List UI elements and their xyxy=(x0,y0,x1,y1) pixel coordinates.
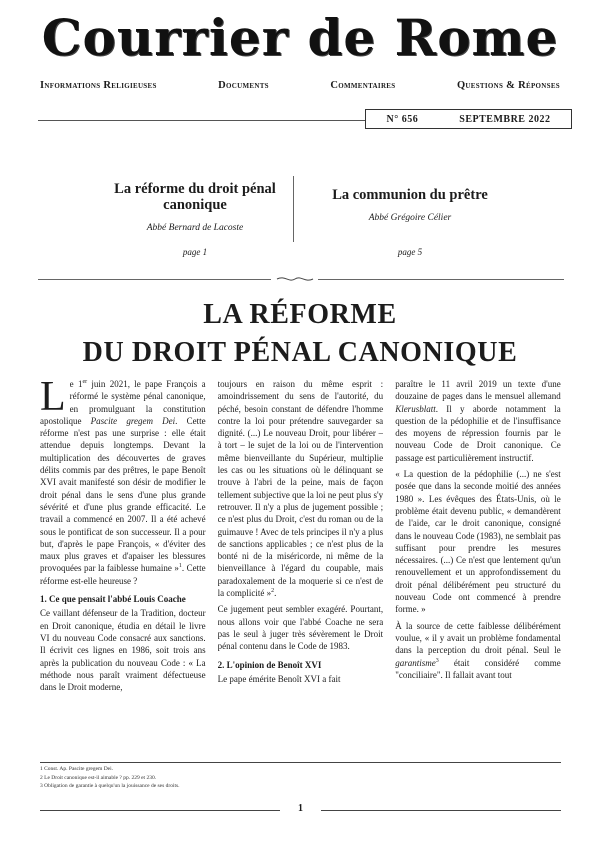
toc-entry-left[interactable] xyxy=(100,181,290,257)
header-rule xyxy=(38,120,365,121)
emphasis: Pascite gregem Dei xyxy=(90,415,176,426)
nav-item-commentaires[interactable]: Commentaires xyxy=(330,80,396,91)
text-run: . Il y aborde notamment la question de la pédophilie et de l'insuffisance des moyens de répression fournis par le nouveau Code de Droit canonique. Ce passage est particulièrement instructif. xyxy=(395,403,561,463)
issue-box xyxy=(365,109,572,129)
footnotes xyxy=(40,765,561,791)
nav-item-documents[interactable]: Documents xyxy=(218,80,269,91)
footnote: 2 Le Droit canonique est-il aimable ? pp. 229 et 230. xyxy=(40,774,157,781)
article-paragraph: « La question de la pédophilie (...) ne s'est posée que dans la seconde moitié des années 1980 ». Les évêques des États-Unis, où le problème était devenu public, « demandèrent de l'aide, car le droit canonique, consigné dans le nouveau Code (1983), ne semblait pas suffisant pour prendre les mesures nécessaires. (...) Ce n'est que lentement qu'un renouvellement et un approfondissement du droit pénal délibérément peu structuré du nouveau Code ont commencé à prendre forme. » xyxy=(395,469,561,615)
nav-item-informations[interactable]: Informations Religieuses xyxy=(40,80,157,91)
footnote-rule xyxy=(40,762,561,763)
toc-entry-right[interactable] xyxy=(305,187,515,257)
text-run: toujours en raison du même esprit : amoindrissement du sens de l'autorité, du péché, besoin constant de défendre l'homme contre la loi pour prétendre sauvegarder sa dignité. (...) Le nouveau Droit, pour libérer – à tort – le sujet de la loi ou de l'intervention même bienveillante du Supérieur, multiplie les cas ou les situations où le délinquant se trouve à l'abri de la peine, mais de façon tellement subjective que la loi ne peut plus s'y retrouver. Il n'y a plus de jugement possible ; ce n'est plus du Droit, c'est du roman ou de la guimauve ! Avec de tels principes il n'y a plus de sanctions applicables ; ce n'est plus de la bonté ni de la miséricorde, ni même de la bienveillance à l'égard du coupable, mais paradoxalement de la moquerie si ce n'est de la complicité » xyxy=(217,379,384,599)
text-run: . Cette réforme est-elle heureuse ? xyxy=(40,563,206,586)
emphasis: garantisme xyxy=(395,657,436,668)
page-footer xyxy=(40,805,561,817)
article-paragraph: Ce jugement peut sembler exagéré. Pourtant, nous allons voir que l'abbé Coache ne sera pas le seul à juger très sévèrement le Droit pénal contenu dans le Code de 1983. xyxy=(217,604,384,652)
headline-line-2: DU DROIT PÉNAL CANONIQUE xyxy=(82,337,518,368)
section-heading: 2. L'opinion de Benoît XVI xyxy=(217,659,322,670)
footnote-ref[interactable]: 3 xyxy=(435,657,439,664)
text-run: À la source de cette faiblesse délibérément voulue, « il y avait un problème fondamental dans la perception du droit pénal. Seul le xyxy=(395,620,561,656)
text-run: . Cette réforme n'est pas une surprise : elle était attendue depuis longtemps. Devant la multiplication des découvertes de graves délits commis par des prêtres, le pape Benoît XVI avait manifesté son désir de modifier le droit pénal dans le sens d'une plus grande sévérité et d'une plus grande efficacité. Le travail a commencé en 2007. Il a été achevé sous le pontificat de son successeur. Il a pour but, d'après le pape François, « d'éviter des maux plus graves et d'apaiser les blessures provoquées par la faiblesse humaine » xyxy=(40,415,206,574)
article-paragraph: Le pape émérite Benoît XVI a fait xyxy=(217,673,341,684)
toc-right-page: page 5 xyxy=(397,247,423,257)
footnote-ref[interactable]: 2 xyxy=(271,588,275,595)
text-run: . xyxy=(274,588,277,599)
article-paragraph xyxy=(395,378,561,464)
text-run: e 1 xyxy=(69,379,83,389)
article-body xyxy=(40,378,561,760)
footnote: 3 Obligation de garantie à quelqu'un la jouissance de ses droits. xyxy=(40,783,180,789)
footnote-ref[interactable]: 1 xyxy=(178,563,182,570)
footer-rule-right xyxy=(321,810,561,811)
dropcap: L xyxy=(40,378,66,420)
text-run: juin 2021, le pape François a réformé le système pénal canonique, en promulguant la constitution apostolique xyxy=(40,379,206,426)
article-headline xyxy=(0,296,600,372)
article-column-3 xyxy=(395,378,561,760)
text-run: paraître le 11 avril 2019 un texte d'une douzaine de pages dans le mensuel allemand xyxy=(395,379,561,402)
footer-rule-left xyxy=(40,810,280,811)
nav-item-questions[interactable]: Questions & Réponses xyxy=(456,80,560,91)
section-heading: 1. Ce que pensait l'abbé Louis Coache xyxy=(40,594,186,605)
toc-divider xyxy=(293,176,294,242)
article-paragraph: Ce vaillant défenseur de la Tradition, docteur en Droit canonique, étudia en détail le livre VI du nouveau Code consacré aux sanctions. Il écrivit ces lignes en 1986, soit trois ans après la publication du nouveau Code : « La méthode nous paraît vraiment défectueuse dans le Droit moderne, xyxy=(40,608,206,693)
article-paragraph xyxy=(40,378,206,587)
article-paragraph xyxy=(218,378,384,599)
superscript: er xyxy=(82,379,88,385)
toc-rule-left xyxy=(38,279,271,280)
section-nav xyxy=(40,80,560,91)
toc-right-author: Abbé Grégoire Célier xyxy=(368,213,452,223)
toc-left-page: page 1 xyxy=(182,247,208,257)
footnote: 1 Const. Ap. Pascite gregem Dei. xyxy=(40,766,114,772)
masthead-title: Courrier de Rome xyxy=(41,8,559,67)
article-column-1 xyxy=(40,378,206,760)
ornament-icon xyxy=(275,275,315,283)
headline-line-1: LA RÉFORME xyxy=(203,299,397,330)
article-paragraph xyxy=(395,620,561,681)
issue-number: N° 656 xyxy=(386,113,419,125)
text-run: était considéré comme "conciliaire". Il fallait avant tout xyxy=(395,657,561,680)
toc-left-title: La réforme du droit pénal canonique xyxy=(114,181,276,213)
article-column-2 xyxy=(218,378,384,760)
toc-rule-right xyxy=(318,279,564,280)
page-number: 1 xyxy=(298,803,303,814)
toc-left-author: Abbé Bernard de Lacoste xyxy=(146,223,244,233)
emphasis: Klerusblatt xyxy=(395,403,436,414)
issue-date: SEPTEMBRE 2022 xyxy=(459,113,551,125)
toc-right-title: La communion du prêtre xyxy=(332,187,488,203)
